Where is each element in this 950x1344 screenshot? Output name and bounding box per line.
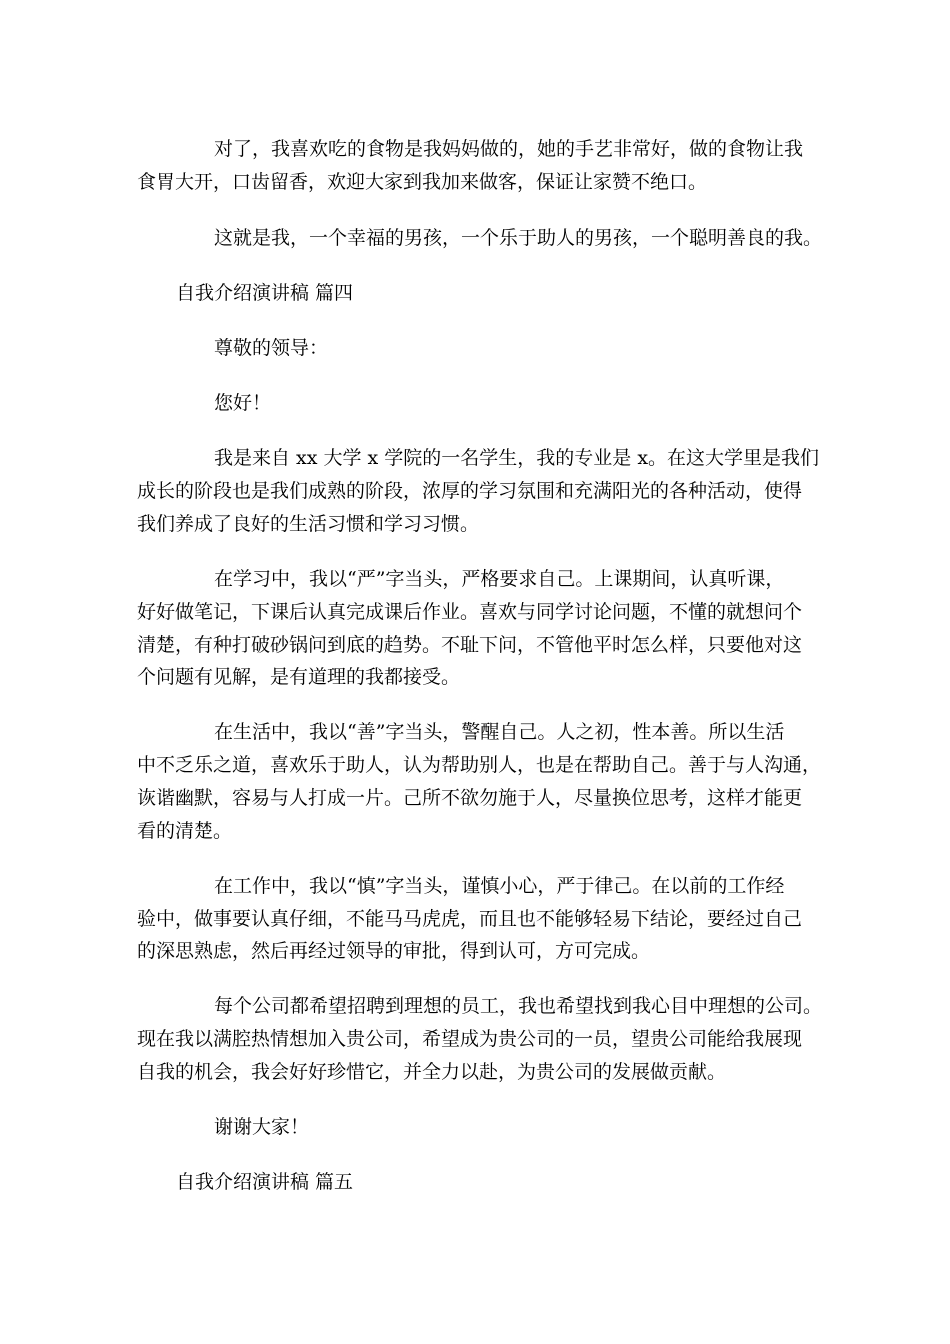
paragraph-line: 对了，我喜欢吃的食物是我妈妈做的，她的手艺非常好，做的食物让我 xyxy=(214,138,804,160)
salutation: 尊敬的领导： xyxy=(214,337,329,359)
paragraph-line: 我是来自 xx 大学 x 学院的一名学生，我的专业是 x。在这大学里是我们 xyxy=(214,447,820,469)
paragraph-line: 好好做笔记，下课后认真完成课后作业。喜欢与同学讨论问题，不懂的就想问个 xyxy=(137,601,803,623)
paragraph-line: 在学习中，我以“严”字当头，严格要求自己。上课期间，认真听课， xyxy=(214,568,785,590)
paragraph-line: 诙谐幽默，容易与人打成一片。己所不欲勿施于人，尽量换位思考，这样才能更 xyxy=(137,787,803,809)
paragraph-line: 清楚，有种打破砂锅问到底的趋势。不耻下问，不管他平时怎么样，只要他对这 xyxy=(137,634,803,656)
paragraph-line: 验中，做事要认真仔细，不能马马虎虎，而且也不能够轻易下结论，要经过自己 xyxy=(137,908,803,930)
paragraph-line: 在生活中，我以“善”字当头，警醒自己。人之初，性本善。所以生活 xyxy=(214,721,785,743)
paragraph-line: 每个公司都希望招聘到理想的员工，我也希望找到我心目中理想的公司。 xyxy=(214,995,823,1017)
paragraph-line: 我们养成了良好的生活习惯和学习习惯。 xyxy=(137,513,480,535)
paragraph-line: 成长的阶段也是我们成熟的阶段，浓厚的学习氛围和充满阳光的各种活动，使得 xyxy=(137,480,803,502)
paragraph-line: 现在我以满腔热情想加入贵公司，希望成为贵公司的一员，望贵公司能给我展现 xyxy=(137,1028,803,1050)
paragraph-line: 食胃大开，口齿留香，欢迎大家到我加来做客，保证让家赞不绝口。 xyxy=(137,171,708,193)
greeting: 您好！ xyxy=(214,392,272,414)
paragraph-line: 看的清楚。 xyxy=(137,820,233,842)
paragraph-line: 中不乏乐之道，喜欢乐于助人，认为帮助别人，也是在帮助自己。善于与人沟通， xyxy=(137,754,822,776)
closing-thanks: 谢谢大家！ xyxy=(214,1116,310,1138)
paragraph-line: 自我的机会，我会好好珍惜它，并全力以赴，为贵公司的发展做贡献。 xyxy=(137,1061,727,1083)
section-heading: 自我介绍演讲稿 篇四 xyxy=(176,282,354,304)
paragraph-line: 的深思熟虑，然后再经过领导的审批，得到认可，方可完成。 xyxy=(137,940,651,962)
section-heading: 自我介绍演讲稿 篇五 xyxy=(176,1171,354,1193)
paragraph-line: 这就是我，一个幸福的男孩，一个乐于助人的男孩，一个聪明善良的我。 xyxy=(214,227,823,249)
paragraph-line: 个问题有见解，是有道理的我都接受。 xyxy=(137,666,461,688)
paragraph-line: 在工作中，我以“慎”字当头，谨慎小心，严于律己。在以前的工作经 xyxy=(214,875,785,897)
